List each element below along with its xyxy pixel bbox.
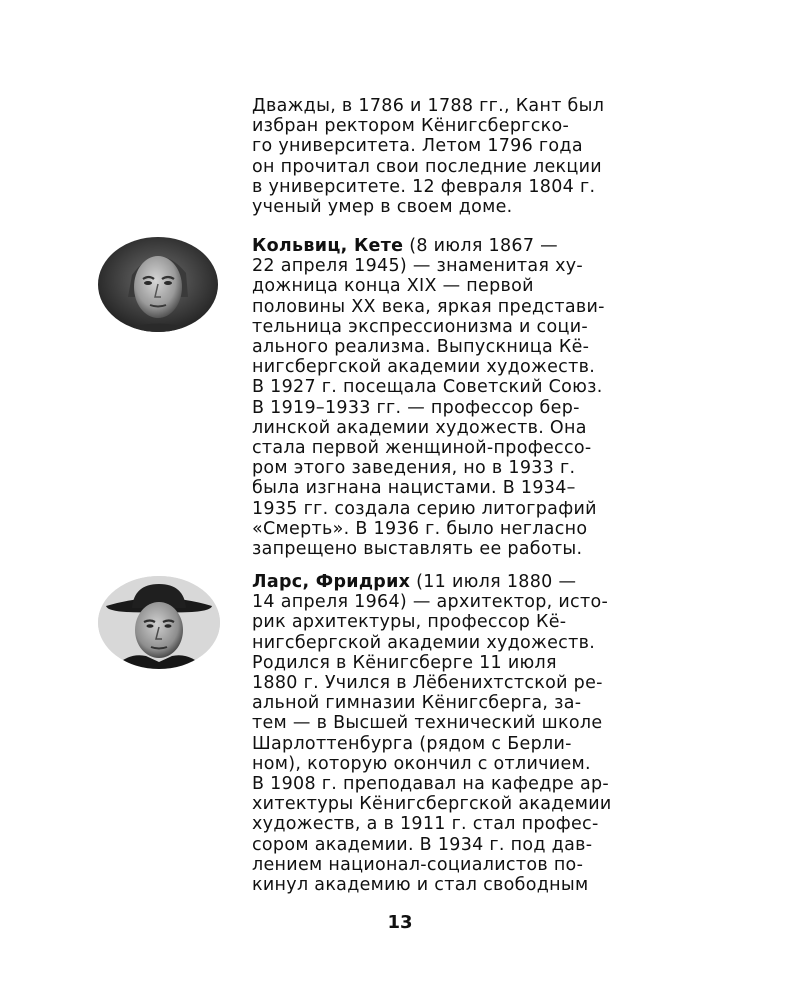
text-line: ученый умер в своем доме. [252, 197, 513, 218]
lars-portrait [98, 576, 220, 669]
text-line: го университета. Летом 1796 года [252, 136, 583, 157]
text-line: в университете. 12 февраля 1804 г. [252, 176, 596, 197]
text-line: ром этого заведения, но в 1933 г. [252, 458, 576, 479]
text-line: 22 апреля 1945) — знаменитая ху- [252, 256, 584, 277]
text-line: он прочитал свои последние лекции [252, 156, 602, 177]
page-number: 13 [387, 912, 413, 933]
text-line: тельница экспрессионизма и соци- [252, 316, 588, 337]
text-line: избран ректором Кёнигсбергско- [252, 116, 570, 137]
text-line [252, 572, 672, 592]
text-line: В 1919–1933 гг. — профессор бер- [252, 397, 580, 418]
text-line: 1935 гг. создала серию литографий [252, 498, 597, 519]
text-line: дожница конца XIX — первой [252, 276, 534, 297]
person-name: Кольвиц, Кете [252, 236, 404, 256]
kollwitz-paragraph [252, 236, 672, 559]
text-line: нигсбергской академии художеств. [252, 632, 596, 653]
text-line: рик архитектуры, профессор Кё- [252, 612, 567, 633]
text-line: Родился в Кёнигсберге 11 июля [252, 652, 557, 673]
person-name: Ларс, Фридрих [252, 572, 411, 592]
text-line: художеств, а в 1911 г. стал профес- [252, 814, 599, 835]
text-line: хитектуры Кёнигсбергской академии [252, 794, 612, 815]
text-line: 14 апреля 1964) — архитектор, исто- [252, 592, 609, 613]
text-line: «Смерть». В 1936 г. было негласно [252, 518, 588, 539]
text-line: Дважды, в 1786 и 1788 гг., Кант был [252, 96, 605, 116]
text-line: сором академии. В 1934 г. под дав- [252, 834, 593, 855]
text-line: была изгнана нацистами. В 1934– [252, 478, 576, 499]
text-line: линской академии художеств. Она [252, 417, 587, 438]
text-line: ального реализма. Выпускница Кё- [252, 337, 590, 358]
lars-paragraph [252, 572, 672, 895]
text-line: половины XX века, яркая представи- [252, 296, 605, 317]
text-line: стала первой женщиной-профессо- [252, 438, 592, 459]
text-line: альной гимназии Кёнигсберга, за- [252, 693, 582, 714]
text-line: 1880 г. Учился в Лёбенихтстской ре- [252, 673, 603, 694]
text-line: нигсбергской академии художеств. [252, 357, 596, 378]
text-line: лением национал-социалистов по- [252, 854, 584, 875]
text-fragment: (11 июля 1880 — [410, 572, 577, 592]
text-line: запрещено выставлять ее работы. [252, 539, 583, 560]
portrait-photo [98, 576, 220, 669]
portrait-photo [98, 237, 218, 332]
text-line: тем — в Высшей технический школе [252, 713, 603, 734]
text-line: ном), которую окончил с отличием. [252, 753, 591, 774]
kant-paragraph [252, 96, 672, 217]
text-line: кинул академию и стал свободным [252, 875, 589, 896]
text-line: Шарлоттенбурга (рядом с Берли- [252, 733, 572, 754]
text-line [252, 236, 672, 256]
kollwitz-portrait [98, 237, 218, 332]
text-line: В 1927 г. посещала Советский Союз. [252, 377, 603, 398]
text-fragment: (8 июля 1867 — [403, 236, 558, 256]
text-line: В 1908 г. преподавал на кафедре ар- [252, 774, 609, 795]
